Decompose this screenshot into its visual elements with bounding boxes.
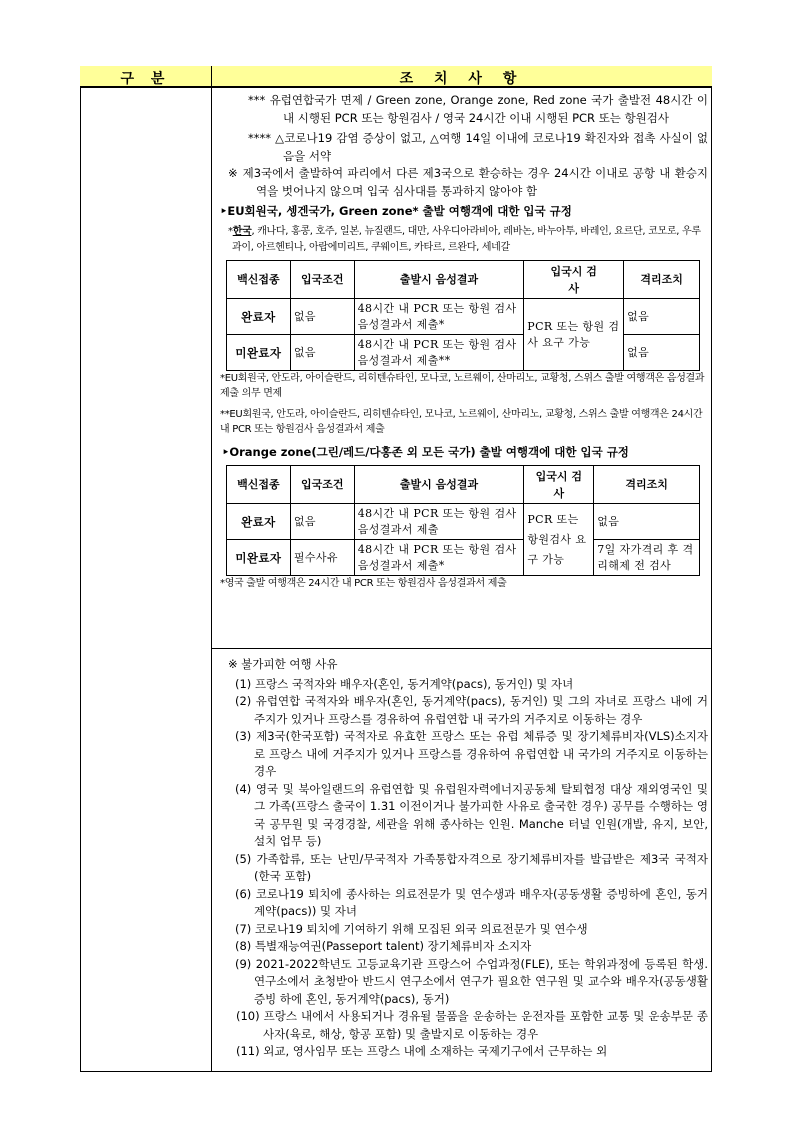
green-zone-countries: *한국, 캐나다, 홍콩, 호주, 일본, 뉴질랜드, 대만, 사우디아라비아, 레바논, 바누아투, 바레인, 요르단, 코모로, 우루과이, 아르헨티나, 아랍에미리트, 쿠웨이트, 카타르, 르완다, 세네갈 [228, 226, 701, 253]
section1-footnote1: *EU회원국, 안도라, 아이슬란드, 리히텐슈타인, 모나코, 노르웨이, 산마리노, 교황청, 스위스 출발 여행객은 음성결과 제출 의무 면제 [220, 373, 705, 399]
quarantine2-unvaccinated: 7일 자가격리 후 격리해제 전 검사 [594, 540, 700, 576]
reasons-title: ※ 불가피한 여행 사유 [228, 657, 338, 671]
section2-table [226, 465, 700, 576]
reason-item: (3) 제3국(한국포함) 국적자로 유효한 프랑스 또는 유럽 체류증 및 장기체류비자(VLS)소지자로 프랑스 내에 거주지가 있거나 프랑스를 경유하여 유럽연합 내 국가의 거주지로 이동하는 경우 [235, 729, 708, 778]
reason-item: (4) 영국 및 북아일랜드의 유럽연합 및 유럽원자력에너지공동체 탈퇴협정 대상 재외영국인 및 그 가족(프랑스 출국이 1.31 이전이거나 불가피한 사유로 출국한 경우) 공무를 수행하는 영국 공무원 및 국경경찰, 세관을 위해 종사하는 인원. Manche 터널 인원(개발, 유지, 보안, 설치 업무 등) [235, 781, 708, 848]
cond2-vaccinated: 없음 [290, 504, 354, 540]
row-unvaccinated: 미완료자 [227, 335, 291, 371]
row-vaccinated: 완료자 [227, 299, 291, 335]
result-vaccinated: 48시간 내 PCR 또는 항원 검사 음성결과서 제출* [354, 299, 524, 335]
table-header [80, 66, 712, 88]
note-transit: ※ 제3국에서 출발하여 파리에서 다른 제3국으로 환승하는 경우 24시간 이내로 공항 내 환승지역을 벗어나지 않으며 입국 심사대를 통과하지 않아야 함 [228, 166, 708, 198]
section1-heading: ‣EU회원국, 셍겐국가, Green zone* 출발 여행객에 대한 입국 규정 [220, 204, 572, 218]
reason-item: (8) 특별재능여권(Passeport talent) 장기체류비자 소지자 [235, 939, 532, 953]
th2-vaccine: 백신접종 [227, 466, 291, 504]
th-result: 출발시 음성결과 [354, 261, 524, 299]
result-unvaccinated: 48시간 내 PCR 또는 항원 검사 음성결과서 제출** [354, 335, 524, 371]
reason-item: (11) 외교, 영사임무 또는 프랑스 내에 소재하는 국제기구에서 근무하는 외 [236, 1044, 608, 1058]
column-divider [211, 88, 212, 1072]
section-divider [212, 648, 712, 649]
reason-item: (9) 2021-2022학년도 고등교육기관 프랑스어 수업과정(FLE), 또는 학위과정에 등록된 학생. 연구소에서 초청받아 반드시 연구소에서 연구가 필요한 연구원 및 교수와 배우자(공동생활 증빙 하에 혼인, 동거계약(pacs), 동거) [235, 956, 708, 1006]
country-korea: 한국 [232, 226, 252, 237]
header-measures: 조 치 사 항 [399, 71, 525, 87]
section2-footnote: *영국 출발 여행객은 24시간 내 PCR 또는 항원검사 음성결과서 제출 [220, 578, 507, 589]
th2-condition: 입국조건 [290, 466, 354, 504]
section1-table [226, 260, 700, 371]
quarantine-vaccinated: 없음 [624, 299, 700, 335]
note-quad-star: **** △코로나19 감염 증상이 없고, △여행 14일 이내에 코로나19 확진자와 접촉 사실이 없음을 서약 [248, 131, 708, 163]
unavoidable-reasons [228, 656, 708, 1061]
cond-vaccinated: 없음 [290, 299, 354, 335]
result2-vaccinated: 48시간 내 PCR 또는 항원 검사 음성결과서 제출 [354, 504, 524, 540]
header-category: 구 분 [120, 71, 171, 87]
reason-item: (5) 가족합류, 또는 난민/무국적자 가족통합자격으로 장기체류비자를 발급받은 제3국 국적자(한국 포함) [235, 851, 708, 883]
row2-unvaccinated: 미완료자 [227, 540, 291, 576]
section2-heading: ‣Orange zone(그린/레드/다홍존 외 모든 국가) 출발 여행객에 대한 입국 규정 [222, 445, 629, 459]
cond-unvaccinated: 없음 [290, 335, 354, 371]
th-test: 입국시 검사 [524, 261, 624, 299]
test-shared: PCR 또는 항원 검사 요구 가능 [524, 299, 624, 371]
test2-shared: PCR 또는 항원검사 요구 가능 [524, 504, 594, 576]
row2-vaccinated: 완료자 [227, 504, 291, 540]
section1-footnote2: **EU회원국, 안도라, 아이슬란드, 리히텐슈타인, 모나코, 노르웨이, 산마리노, 교황청, 스위스 출발 여행객은 24시간 내 PCR 또는 항원검사 음성결과서 제출 [220, 409, 703, 435]
th-condition: 입국조건 [290, 261, 354, 299]
reason-item: (2) 유럽연합 국적자와 배우자(혼인, 동거계약(pacs), 동거인) 및 그의 자녀로 프랑스 내에 거주지가 있거나 프랑스를 경유하여 유럽연합 내 국가의 거주지로 이동하는 경우 [235, 694, 708, 726]
reason-item: (6) 코로나19 퇴치에 종사하는 의료전문가 및 연수생과 배우자(공동생활 증빙하에 혼인, 동거계약(pacs)) 및 자녀 [235, 886, 708, 918]
cond2-unvaccinated: 필수사유 [290, 540, 354, 576]
quarantine2-vaccinated: 없음 [594, 504, 700, 540]
th2-test: 입국시 검사 [524, 466, 594, 504]
result2-unvaccinated: 48시간 내 PCR 또는 항원 검사 음성결과서 제출* [354, 540, 524, 576]
reason-item: (1) 프랑스 국적자와 배우자(혼인, 동거계약(pacs), 동거인) 및 자녀 [235, 676, 574, 691]
note-triple-star: *** 유럽연합국가 면제 / Green zone, Orange zone, Red zone 국가 출발전 48시간 이내 시행된 PCR 또는 항원검사 / 영국 24시간 이내 시행된 PCR 또는 항원검사 [248, 93, 708, 125]
th2-quarantine: 격리조치 [594, 466, 700, 504]
th2-result: 출발시 음성결과 [354, 466, 524, 504]
reason-item: (10) 프랑스 내에서 사용되거나 경유될 물품을 운송하는 운전자를 포함한 교통 및 운송부문 종사자(육로, 해상, 항공 포함) 및 출발지로 이동하는 경우 [236, 1009, 708, 1041]
th-vaccine: 백신접종 [227, 261, 291, 299]
th-quarantine: 격리조치 [624, 261, 700, 299]
quarantine-unvaccinated: 없음 [624, 335, 700, 371]
measures-content [220, 92, 708, 591]
reason-item: (7) 코로나19 퇴치에 기여하기 위해 모집된 외국 의료전문가 및 연수생 [235, 921, 588, 936]
